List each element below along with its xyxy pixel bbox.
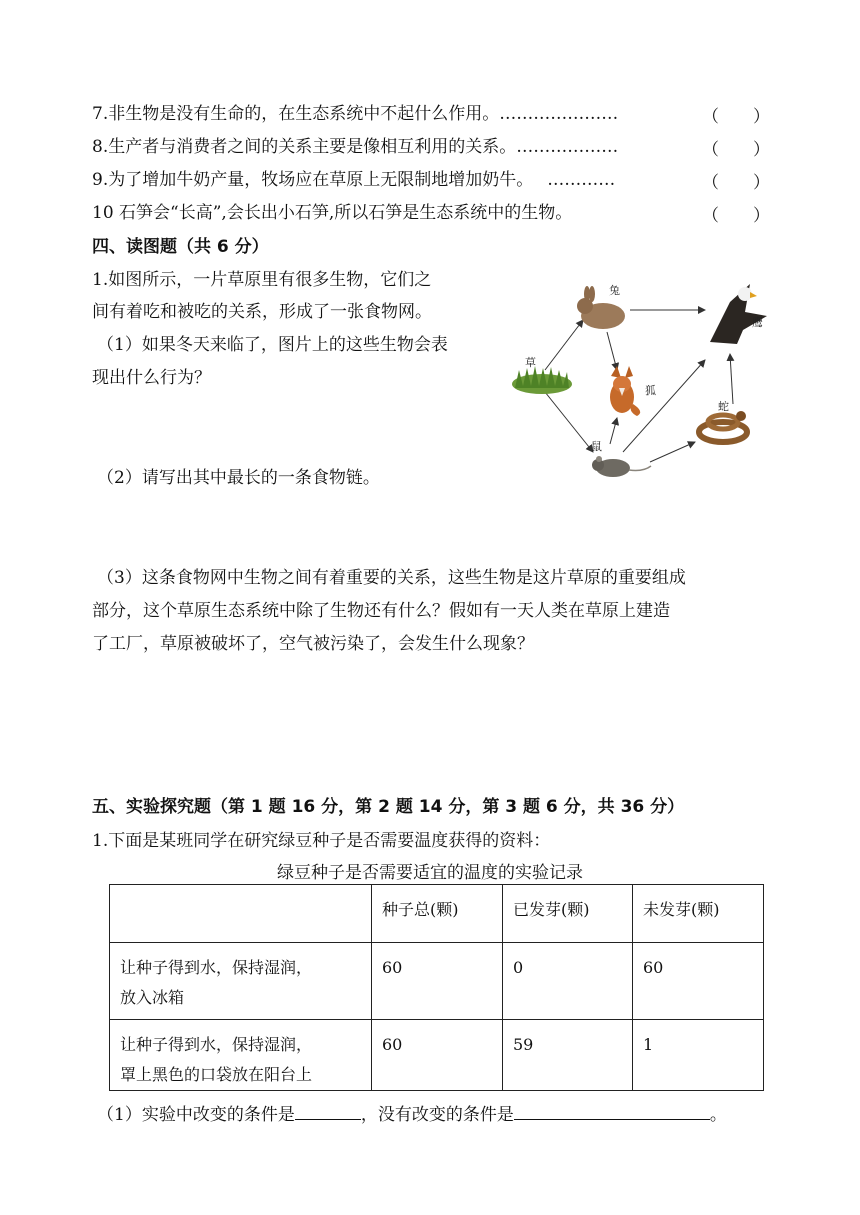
- section-4-sub2: （2）请写出其中最长的一条食物链。: [97, 468, 380, 488]
- condition-line: 让种子得到水，保持湿润，: [120, 958, 313, 977]
- table-row: [110, 943, 764, 1020]
- leader-dots: …………: [547, 170, 616, 190]
- fox-icon: [610, 366, 640, 416]
- section-4-title: 四、读图题（共 6 分）: [92, 237, 269, 257]
- table-header-row: [110, 885, 764, 943]
- label-grass: 草: [525, 356, 536, 369]
- section-4-sub3-line1: （3）这条食物网中生物之间有着重要的关系，这些生物是这片草原的重要组成: [97, 568, 686, 588]
- judge-question-9: [92, 168, 615, 192]
- arrow-mouse-fox: [610, 418, 617, 444]
- eagle-icon: [710, 284, 767, 344]
- section-5-title: 五、实验探究题（第 1 题 16 分，第 2 题 14 分，第 3 题 6 分，共 36 分）: [92, 797, 685, 817]
- arrow-rabbit-fox: [607, 332, 617, 370]
- section-5-q1: 1.下面是某班同学在研究绿豆种子是否需要温度获得的资料：: [92, 831, 551, 851]
- label-snake: 蛇: [718, 400, 729, 413]
- section-4-sub3-line3: 了工厂，草原被破坏了，空气被污染了，会发生什么现象？: [92, 634, 534, 654]
- arrow-grass-rabbit: [545, 320, 583, 370]
- mouse-icon: [592, 456, 651, 477]
- sub1-text-end: 。: [709, 1105, 727, 1125]
- grass-icon: [512, 366, 572, 394]
- sub1-text-b: ，没有改变的条件是: [360, 1105, 514, 1125]
- table-cell-sprouted: 59: [503, 1020, 633, 1091]
- question-text: 8.生产者与消费者之间的关系主要是像相互利用的关系。: [92, 137, 517, 157]
- table-cell-sprouted: 0: [503, 943, 633, 1020]
- section-5-sub1: [97, 1101, 727, 1127]
- table-cell-condition: [110, 1020, 372, 1091]
- table-cell-not-sprouted: 1: [633, 1020, 764, 1091]
- label-rabbit: 兔: [609, 284, 620, 297]
- answer-blank-unchanged[interactable]: [514, 1101, 710, 1120]
- table-cell-total: 60: [372, 943, 503, 1020]
- condition-line: 放入冰箱: [120, 988, 185, 1007]
- answer-paren: （ ）: [702, 173, 770, 193]
- table-header-cell: 已发芽(颗): [503, 885, 633, 943]
- arrow-mouse-snake: [650, 442, 695, 462]
- table-cell-not-sprouted: 60: [633, 943, 764, 1020]
- judge-question-8: [92, 135, 618, 159]
- leader-dots: …………………: [499, 104, 619, 124]
- judge-question-7: [92, 102, 618, 126]
- leader-dots: ………………: [516, 137, 619, 157]
- answer-paren: （ ）: [702, 140, 770, 160]
- label-fox: 狐: [645, 384, 656, 397]
- experiment-table: [109, 884, 764, 1091]
- arrow-grass-mouse: [545, 392, 593, 452]
- label-eagle: 鹰: [752, 316, 763, 329]
- snake-icon: [699, 411, 747, 442]
- judge-question-10: [92, 201, 572, 225]
- table-header-cell: 种子总(颗): [372, 885, 503, 943]
- label-mouse: 鼠: [591, 440, 602, 453]
- condition-line: 罩上黑色的口袋放在阳台上: [120, 1065, 313, 1084]
- section-4-sub1-line1: （1）如果冬天来临了，图片上的这些生物会表: [97, 335, 448, 355]
- question-text: 7.非生物是没有生命的，在生态系统中不起什么作用。: [92, 104, 500, 124]
- condition-line: 让种子得到水，保持湿润，: [120, 1035, 313, 1054]
- section-4-sub1-line2: 现出什么行为？: [92, 368, 211, 388]
- question-text: 9.为了增加牛奶产量，牧场应在草原上无限制地增加奶牛。: [92, 170, 534, 190]
- sub1-text-a: （1）实验中改变的条件是: [97, 1105, 295, 1125]
- table-cell-total: 60: [372, 1020, 503, 1091]
- table-cell-condition: [110, 943, 372, 1020]
- section-4-sub3-line2: 部分，这个草原生态系统中除了生物还有什么？假如有一天人类在草原上建造: [92, 601, 670, 621]
- answer-paren: （ ）: [702, 206, 770, 226]
- arrow-snake-eagle: [730, 354, 733, 404]
- table-row: [110, 1020, 764, 1091]
- answer-paren: （ ）: [702, 107, 770, 127]
- table-header-cell: [110, 885, 372, 943]
- table-caption: 绿豆种子是否需要适宜的温度的实验记录: [277, 863, 583, 883]
- table-header-cell: 未发芽(颗): [633, 885, 764, 943]
- section-4-q1-line2: 间有着吃和被吃的关系，形成了一张食物网。: [92, 302, 432, 322]
- answer-blank-changed[interactable]: [295, 1101, 361, 1120]
- question-text: 10 石笋会“长高”,会长出小石笋,所以石笋是生态系统中的生物。: [92, 203, 573, 223]
- food-web-figure: [505, 272, 780, 487]
- section-4-q1-line1: 1.如图所示，一片草原里有很多生物，它们之: [92, 270, 432, 290]
